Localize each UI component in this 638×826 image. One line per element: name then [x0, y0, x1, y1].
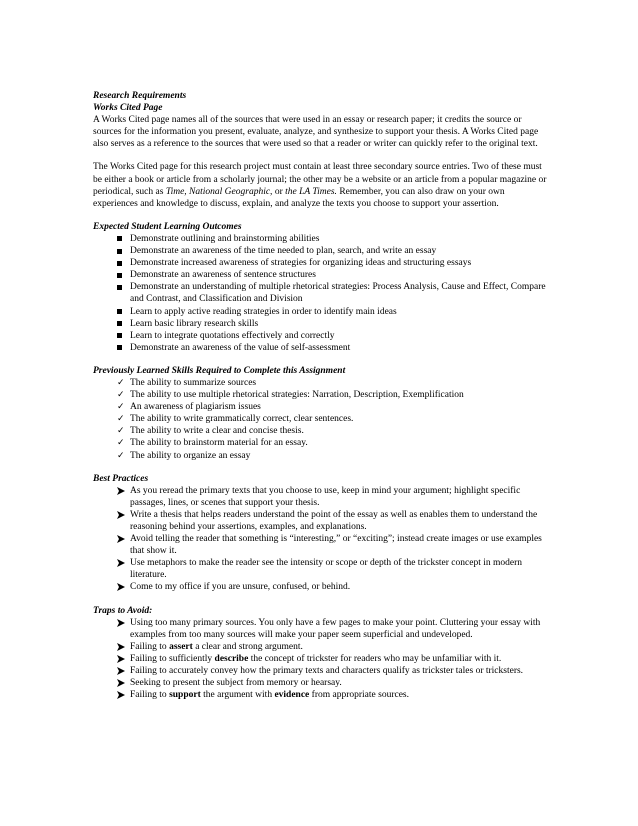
para2-em1: Time, National Geographic, — [165, 186, 273, 197]
arrowhead-bullet-icon — [117, 641, 129, 651]
list-item: ✓ An awareness of plagiarism issues — [117, 402, 261, 413]
checkmark-icon: ✓ — [117, 426, 125, 437]
arrowhead-bullet-icon — [117, 509, 129, 519]
list-item: ✓ The ability to brainstorm material for an essay. — [117, 438, 308, 449]
checkmark-icon: ✓ — [117, 402, 125, 413]
list-item: Use metaphors to make the reader see the intensity or scope or depth of the trickster concept in modern literature. — [93, 557, 548, 581]
heading-learning-outcomes: Expected Student Learning Outcomes — [93, 221, 242, 232]
list-item: Learn to apply active reading strategies in order to identify main ideas — [93, 306, 548, 318]
list-item: Failing to sufficiently describe the concept of trickster for readers who may be unfamiliar with it. — [93, 653, 548, 665]
para2-em2: the LA Times. — [285, 186, 337, 197]
list-item: As you reread the primary texts that you choose to use, keep in mind your argument; highlight specific passages, lines, or scenes that support your thesis. — [93, 485, 548, 509]
list-item: Avoid telling the reader that something is “interesting,” or “exciting”; instead create images or use examples that show it. — [93, 533, 548, 557]
list-item: Failing to accurately convey how the primary texts and characters qualify as trickster tales or tricksters. — [93, 665, 548, 677]
list-item: Learn to integrate quotations effectively and correctly — [93, 330, 548, 342]
para2-text1: The Works Cited page for this research project must contain at least three secondary source entries. Two of these must be either a book or article from a scholarly journal; the other may be a website or an article from a popular magazine or periodical, such as — [93, 162, 547, 197]
list-item: ✓ The ability to use multiple rhetorical strategies: Narration, Description, Exemplification — [117, 390, 464, 401]
para2-text2: or — [272, 186, 286, 197]
document-page — [93, 90, 548, 701]
heading-best-practices: Best Practices — [93, 473, 149, 484]
checkmark-icon: ✓ — [117, 390, 125, 401]
paragraph-source-requirements — [93, 161, 548, 209]
list-item: ✓ The ability to write grammatically correct, clear sentences. — [117, 414, 354, 425]
checkmark-icon: ✓ — [117, 377, 125, 388]
checkmark-icon: ✓ — [117, 414, 125, 425]
square-bullet-icon — [117, 342, 129, 355]
list-item: Learn basic library research skills — [93, 318, 548, 330]
square-bullet-icon — [117, 257, 129, 270]
arrowhead-bullet-icon — [117, 689, 129, 699]
list-item: Seeking to present the subject from memory or hearsay. — [93, 677, 548, 689]
checkmark-icon: ✓ — [117, 438, 125, 449]
square-bullet-icon — [117, 245, 129, 258]
list-item: ✓ The ability to summarize sources — [117, 377, 257, 388]
list-item: Using too many primary sources. You only have a few pages to make your point. Cluttering your essay with examples from too many sources will make your paper seem superficial and undeveloped. — [93, 617, 548, 641]
arrowhead-bullet-icon — [117, 533, 129, 543]
arrowhead-bullet-icon — [117, 617, 129, 627]
arrowhead-bullet-icon — [117, 665, 129, 675]
square-bullet-icon — [117, 233, 129, 246]
paragraph-works-cited-definition: A Works Cited page names all of the sources that were used in an essay or research paper; it credits the source or sources for the information you present, evaluate, analyze, and synthesize to support your thesis. A Works Cited page also serves as a reference to the sources that were used so that a reader or writer can quickly refer to the original text. — [93, 115, 539, 150]
traps-list — [93, 617, 548, 702]
heading-research-requirements: Research Requirements — [93, 91, 187, 101]
outcomes-list — [93, 233, 548, 354]
list-item: Failing to assert a clear and strong argument. — [93, 641, 548, 653]
arrowhead-bullet-icon — [117, 581, 129, 591]
list-item: Demonstrate an understanding of multiple rhetorical strategies: Process Analysis, Cause and Effect, Compare and Contrast, and Classification and Division — [93, 281, 548, 305]
arrowhead-bullet-icon — [117, 557, 129, 567]
heading-previous-skills: Previously Learned Skills Required to Complete this Assignment — [93, 365, 346, 376]
list-item: Write a thesis that helps readers understand the point of the essay as well as enables them to understand the reasoning behind your assertions, examples, and explanations. — [93, 509, 548, 533]
list-item: Demonstrate increased awareness of strategies for organizing ideas and structuring essays — [93, 257, 548, 269]
para2-text3: Remember, you can also draw on your own experiences and knowledge to discuss, explain, and analyze the texts you choose to support your assertion. — [93, 186, 505, 209]
square-bullet-icon — [117, 306, 129, 319]
list-item: Demonstrate outlining and brainstorming abilities — [93, 233, 548, 245]
list-item: Failing to support the argument with evidence from appropriate sources. — [93, 689, 548, 701]
heading-works-cited-page: Works Cited Page — [93, 103, 163, 114]
arrowhead-bullet-icon — [117, 485, 129, 495]
arrowhead-bullet-icon — [117, 677, 129, 687]
list-item: ✓ The ability to write a clear and concise thesis. — [117, 426, 304, 437]
list-item: Demonstrate an awareness of sentence structures — [93, 269, 548, 281]
list-item: Come to my office if you are unsure, confused, or behind. — [93, 581, 548, 593]
square-bullet-icon — [117, 330, 129, 343]
list-item: Demonstrate an awareness of the time needed to plan, search, and write an essay — [93, 245, 548, 257]
checkmark-icon: ✓ — [117, 450, 125, 461]
heading-traps-to-avoid: Traps to Avoid: — [93, 605, 153, 616]
list-item: Demonstrate an awareness of the value of self-assessment — [93, 342, 548, 354]
list-item: ✓ The ability to organize an essay — [117, 450, 251, 461]
skills-list — [93, 377, 548, 462]
practices-list — [93, 485, 548, 594]
square-bullet-icon — [117, 318, 129, 331]
square-bullet-icon — [117, 281, 129, 294]
arrowhead-bullet-icon — [117, 653, 129, 663]
square-bullet-icon — [117, 269, 129, 282]
